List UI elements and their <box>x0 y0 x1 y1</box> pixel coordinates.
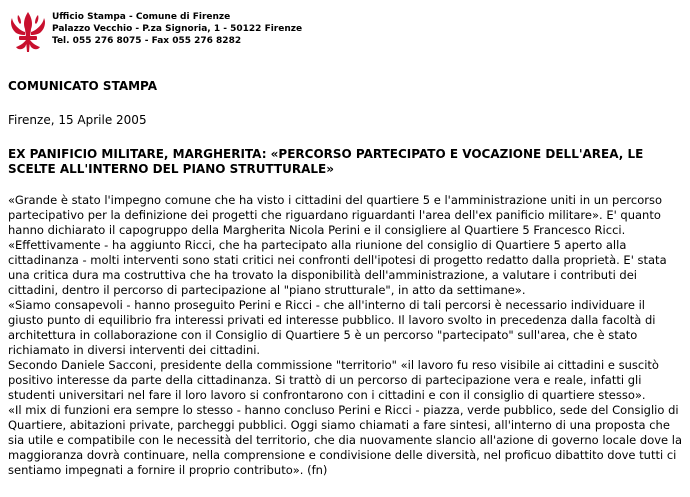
document-label: COMUNICATO STAMPA <box>8 79 158 93</box>
body-paragraph: «Grande è stato l'impegno comune che ha visto i cittadini del quartiere 5 e l'amministrazione uniti in un percorso partecipativo per la definizione dei progetti che riguardano riguardanti l'area dell'ex panificio militare». E' quanto hanno dichiarato il capogruppo della Margherita Nicola Perini e il consigliere al Quartiere 5 Francesco Ricci. <box>8 193 662 237</box>
press-office-header <box>8 10 302 54</box>
header-address: Palazzo Vecchio - P.za Signoria, 1 - 50122 Firenze <box>52 24 303 34</box>
body-paragraph: Secondo Daniele Sacconi, presidente della commissione "territorio" «il lavoro fu reso visibile ai cittadini e suscitò positivo interesse da parte della cittadinanza. Si trattò di un percorso di partecipazione vera e reale, infatti gli studenti universitari nel fare il loro lavoro si confrontarono con i cittadini e con il consiglio di quartiere stesso». <box>8 358 659 402</box>
header-office-name: Ufficio Stampa - Comune di Firenze <box>52 12 231 22</box>
header-phone-fax: Tel. 055 276 8075 - Fax 055 276 8282 <box>52 36 242 46</box>
document-date: Firenze, 15 Aprile 2005 <box>8 113 147 127</box>
body-paragraph: «Effettivamente - ha aggiunto Ricci, che ha partecipato alla riunione del consiglio di Quartiere 5 aperto alla cittadinanza - molti interventi sono stati critici nei confronti dell'ipotesi di progetto redatto dalla proprietà. E' stata una critica dura ma costruttiva che ha trovato la disponibilità dell'amministrazione, a valutare i contributi dei cittadini, dentro il percorso di partecipazione al "piano strutturale", in atto da settimane». <box>8 238 667 297</box>
body-paragraph: «Siamo consapevoli - hanno proseguito Perini e Ricci - che all'interno di tali percorsi è necessario individuare il giusto punto di equilibrio fra interessi privati ed interesse pubblico. Il lavoro svolto in precedenza dalla facoltà di architettura in collaborazione con il Consiglio di Quartiere 5 è un percorso "partecipato" sull'area, che è stato richiamato in diversi interventi dei cittadini. <box>8 298 656 357</box>
document-title: EX PANIFICIO MILITARE, MARGHERITA: «PERCORSO PARTECIPATO E VOCAZIONE DELL'AREA, LE SCELTE ALL'INTERNO DEL PIANO STRUTTURALE» <box>8 147 644 176</box>
florence-lily-logo <box>8 10 48 54</box>
document-body <box>8 193 683 478</box>
body-paragraph: «Il mix di funzioni era sempre lo stesso - hanno concluso Perini e Ricci - piazza, verde pubblico, sede del Consiglio di Quartiere, abitazioni private, parcheggi pubblici. Oggi siamo chiamati a fare sintesi, all'interno di una proposta che sia utile e compatibile con le necessità del territorio, che dia nuovamente slancio all'azione di governo locale dove la maggioranza dovrà continuare, nella comprensione e condivisione delle diversità, nel proficuo dibattito dove tutti ci sentiamo impegnati a fornire il proprio contributo». (fn) <box>8 403 683 477</box>
